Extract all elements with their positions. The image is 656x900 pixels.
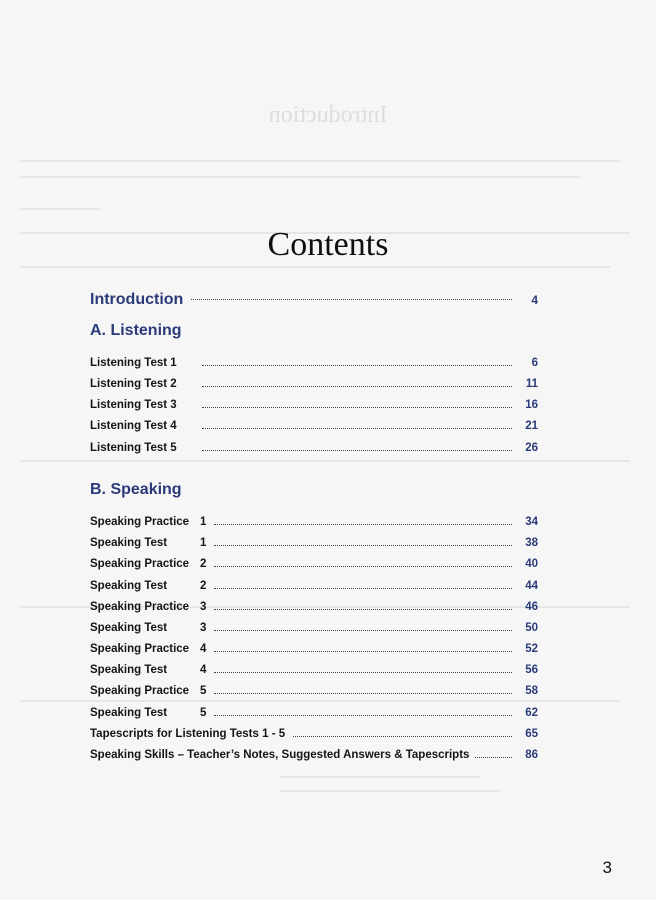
- show-through-line: [280, 790, 500, 792]
- toc-entry-number: 5: [200, 707, 207, 719]
- toc-entry[interactable]: [90, 601, 538, 619]
- toc-entry[interactable]: [90, 399, 538, 417]
- toc-page-number: 6: [531, 357, 538, 369]
- toc-entry-label: Speaking Practice: [90, 601, 190, 613]
- toc-page-number: 86: [525, 749, 538, 761]
- dot-leader: [214, 608, 512, 610]
- toc-entry-number: 3: [200, 622, 207, 634]
- toc-entry-number: 3: [200, 601, 207, 613]
- toc-entry-tapescripts[interactable]: [90, 728, 538, 746]
- section-heading-listening: A. Listening: [90, 322, 182, 339]
- toc-entry-label: Introduction: [90, 291, 184, 308]
- toc-entry-label: Speaking Test: [90, 707, 168, 719]
- toc-page-number: 65: [525, 728, 538, 740]
- dot-leader: [202, 406, 512, 408]
- toc-page-number: 40: [525, 558, 538, 570]
- dot-leader: [214, 692, 512, 694]
- dot-leader: [191, 298, 512, 300]
- toc-entry[interactable]: [90, 357, 538, 375]
- toc-entry-number: 1: [200, 516, 207, 528]
- contents-title: Contents: [267, 226, 389, 263]
- dot-leader: [214, 714, 512, 716]
- toc-page-number: 38: [525, 537, 538, 549]
- toc-page-number: 58: [525, 685, 538, 697]
- toc-entry-speaking-skills[interactable]: [90, 749, 538, 767]
- toc-entry-introduction[interactable]: [90, 291, 538, 309]
- show-through-line: [20, 208, 100, 210]
- toc-entry-label: Listening Test 4: [90, 420, 177, 432]
- section-heading-speaking: B. Speaking: [90, 481, 182, 498]
- toc-entry-number: 2: [200, 558, 207, 570]
- toc-entry-label: Speaking Test: [90, 537, 168, 549]
- toc-entry[interactable]: [90, 707, 538, 725]
- toc-page-number: 46: [525, 601, 538, 613]
- show-through-title: Introduction: [268, 102, 388, 128]
- toc-entry-label: Speaking Practice: [90, 558, 190, 570]
- toc-page-number: 11: [525, 378, 538, 390]
- toc-entry-number: 1: [200, 537, 207, 549]
- toc-entry-label: Speaking Skills – Teacher’s Notes, Suggested Answers & Tapescripts: [90, 749, 470, 761]
- toc-entry[interactable]: [90, 622, 538, 640]
- dot-leader: [214, 523, 512, 525]
- dot-leader: [214, 587, 512, 589]
- dot-leader: [293, 735, 512, 737]
- dot-leader: [214, 629, 512, 631]
- toc-entry-label: Speaking Practice: [90, 685, 190, 697]
- dot-leader: [202, 364, 512, 366]
- toc-entry-label: Listening Test 1: [90, 357, 177, 369]
- toc-entry-number: 4: [200, 664, 207, 676]
- show-through-line: [20, 176, 580, 178]
- toc-entry-label: Listening Test 2: [90, 378, 177, 390]
- toc-page-number: 44: [525, 580, 538, 592]
- toc-entry[interactable]: [90, 643, 538, 661]
- dot-leader: [214, 650, 512, 652]
- toc-page-number: 34: [525, 516, 538, 528]
- toc-page-number: 21: [525, 420, 538, 432]
- show-through-line: [20, 460, 630, 462]
- toc-entry[interactable]: [90, 420, 538, 438]
- toc-page-number: 4: [531, 293, 538, 307]
- toc-entry-label: Listening Test 5: [90, 442, 177, 454]
- dot-leader: [214, 565, 512, 567]
- toc-entry-label: Speaking Practice: [90, 643, 190, 655]
- dot-leader: [475, 756, 512, 758]
- toc-entry[interactable]: [90, 558, 538, 576]
- toc-entry-label: Speaking Test: [90, 664, 168, 676]
- toc-entry-label: Speaking Test: [90, 580, 168, 592]
- toc-page-number: 62: [525, 707, 538, 719]
- toc-entry[interactable]: [90, 378, 538, 396]
- dot-leader: [214, 671, 512, 673]
- show-through-line: [20, 266, 610, 268]
- toc-page-number: 16: [525, 399, 538, 411]
- show-through-line: [280, 776, 480, 778]
- toc-page-number: 26: [525, 442, 538, 454]
- toc-entry[interactable]: [90, 442, 538, 460]
- toc-entry[interactable]: [90, 664, 538, 682]
- toc-entry-number: 4: [200, 643, 207, 655]
- toc-entry-label: Speaking Test: [90, 622, 168, 634]
- toc-entry-label: Speaking Practice: [90, 516, 190, 528]
- toc-page-number: 50: [525, 622, 538, 634]
- toc-entry[interactable]: [90, 516, 538, 534]
- toc-page-number: 52: [525, 643, 538, 655]
- dot-leader: [214, 544, 512, 546]
- toc-entry-label: Tapescripts for Listening Tests 1 - 5: [90, 728, 286, 740]
- toc-entry-label: Listening Test 3: [90, 399, 177, 411]
- page-number: 3: [602, 858, 612, 877]
- dot-leader: [202, 427, 512, 429]
- toc-page-number: 56: [525, 664, 538, 676]
- show-through-line: [20, 160, 620, 162]
- toc-entry[interactable]: [90, 537, 538, 555]
- toc-entry-number: 2: [200, 580, 207, 592]
- toc-entry[interactable]: [90, 580, 538, 598]
- dot-leader: [202, 449, 512, 451]
- dot-leader: [202, 385, 512, 387]
- toc-entry-number: 5: [200, 685, 207, 697]
- toc-entry[interactable]: [90, 685, 538, 703]
